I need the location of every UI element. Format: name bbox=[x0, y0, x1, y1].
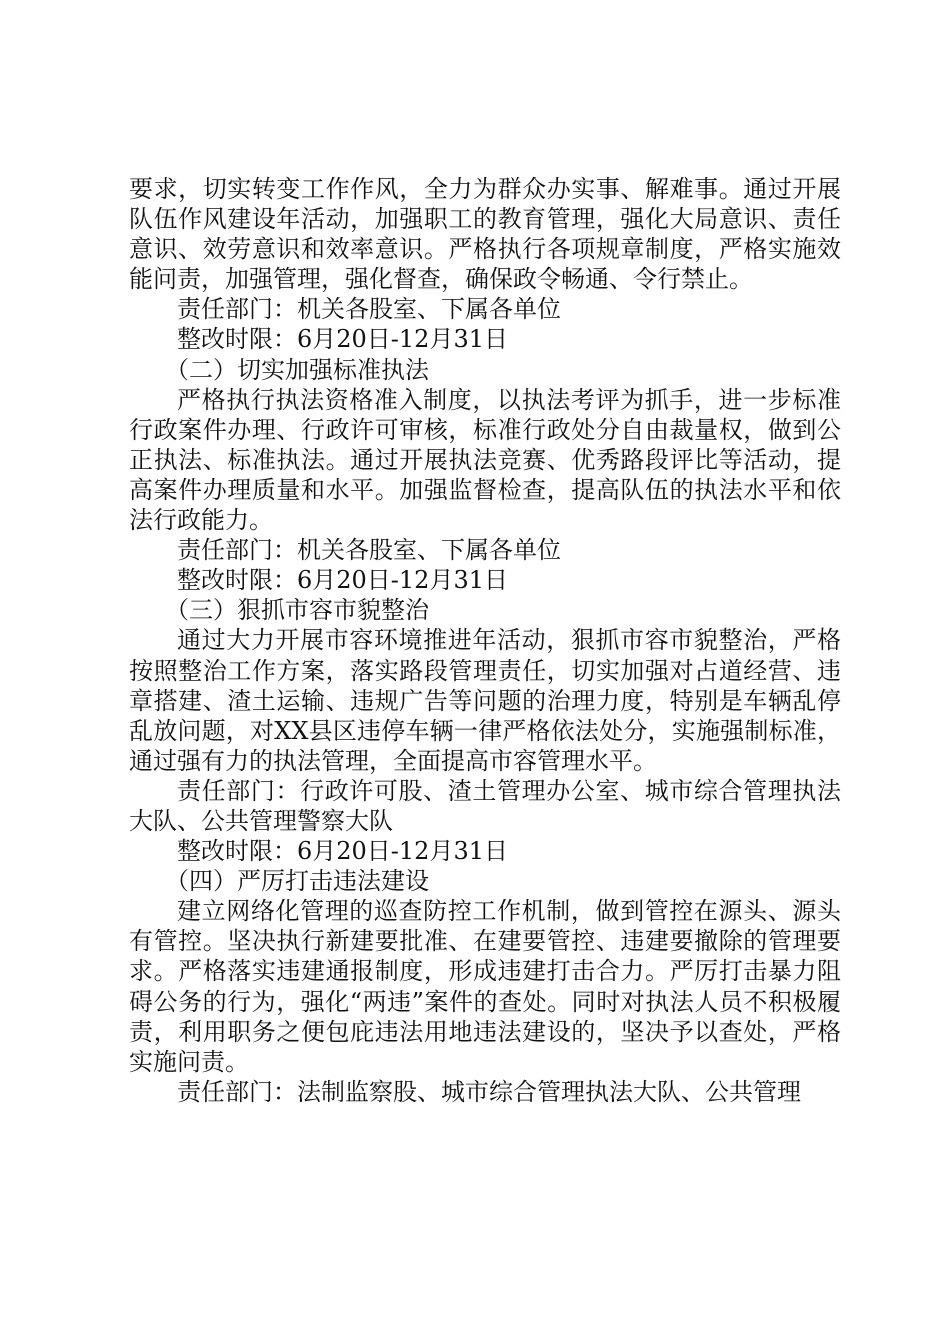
responsible-department-line: 责任部门：机关各股室、下属各单位 bbox=[177, 536, 561, 565]
section-heading: （三）狠抓市容市貌整治 bbox=[165, 596, 429, 625]
section-heading: （四）严厉打击违法建设 bbox=[165, 867, 429, 896]
document-body bbox=[129, 174, 841, 1107]
responsible-department-line: 责任部门：行政许可股、渣土管理办公室、城市综合管理执法大队、公共管理警察大队 bbox=[129, 776, 841, 835]
responsible-department-line: 责任部门：机关各股室、下属各单位 bbox=[177, 295, 561, 324]
body-paragraph: 严格执行执法资格准入制度，以执法考评为抓手，进一步标准行政案件办理、行政许可审核，标准行政处分自由裁量权，做到公正执法、标准执法。通过开展执法竞赛、优秀路段评比等活动，提高案件办理质量和水平。加强监督检查，提高队伍的执法水平和依法行政能力。 bbox=[129, 385, 841, 535]
body-paragraph: 要求，切实转变工作作风，全力为群众办实事、解难事。通过开展队伍作风建设年活动，加强职工的教育管理，强化大局意识、责任意识、效劳意识和效率意识。严格执行各项规章制度，严格实施效能问责，加强管理，强化督查，确保政令畅通、令行禁止。 bbox=[129, 175, 841, 294]
body-paragraph: 通过大力开展市容环境推进年活动，狠抓市容市貌整治，严格按照整治工作方案，落实路段管理责任，切实加强对占道经营、违章搭建、渣土运输、违规广告等问题的治理力度，特别是车辆乱停乱放问题，对XX县区违停车辆一律严格依法处分，实施强制标准，通过强有力的执法管理，全面提高市容管理水平。 bbox=[129, 626, 841, 775]
deadline-line: 整改时限：6月20日-12月31日 bbox=[177, 837, 508, 866]
body-paragraph: 建立网络化管理的巡查防控工作机制，做到管控在源头、源头有管控。坚决执行新建要批准、在建要管控、违建要撤除的管理要求。严格落实违建通报制度，形成违建打击合力。严厉打击暴力阻碍公务的行为，强化“两违”案件的查处。同时对执法人员不积极履责，利用职务之便包庇违法用地违法建设的，坚决予以查处，严格实施问责。 bbox=[129, 897, 841, 1076]
deadline-line: 整改时限：6月20日-12月31日 bbox=[177, 566, 508, 595]
section-heading: （二）切实加强标准执法 bbox=[165, 355, 429, 384]
responsible-department-line: 责任部门：法制监察股、城市综合管理执法大队、公共管理 bbox=[177, 1077, 801, 1106]
deadline-line: 整改时限：6月20日-12月31日 bbox=[177, 325, 508, 354]
